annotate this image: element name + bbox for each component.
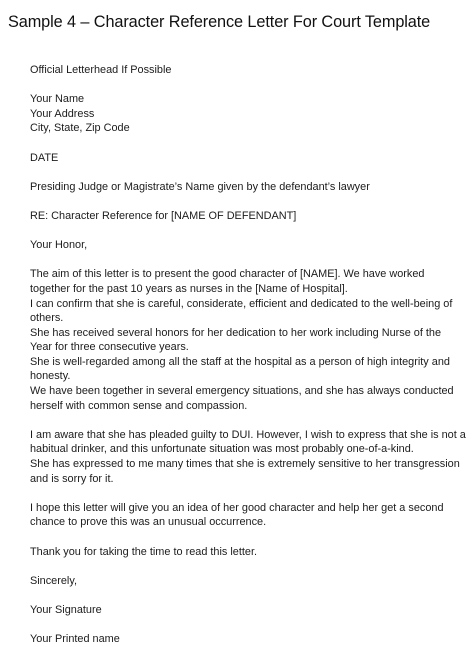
letter-body [30, 63, 466, 647]
paragraph-line: I am aware that she has pleaded guilty to DUI. However, I wish to express that she is not a [30, 428, 466, 441]
paragraph-line: The aim of this letter is to present the good character of [NAME]. We have worked [30, 268, 425, 281]
paragraph-character [30, 267, 466, 413]
signature-line: Your Signature [30, 603, 102, 616]
printed-name-line: Your Printed name [30, 633, 120, 646]
thanks-line: Thank you for taking the time to read this letter. [30, 545, 258, 558]
closing-line: Sincerely, [30, 574, 78, 587]
paragraph-line: habitual drinker, and this unfortunate situation was most probably one-of-a-kind. [30, 443, 414, 456]
recipient-line: Presiding Judge or Magistrate’s Name given by the defendant’s lawyer [30, 180, 370, 193]
document-title: Sample 4 – Character Reference Letter For Court Template [8, 13, 431, 31]
subject-line: RE: Character Reference for [NAME OF DEFENDANT] [30, 209, 297, 222]
sender-name: Your Name [30, 93, 85, 106]
sender-city: City, State, Zip Code [30, 122, 130, 135]
paragraph-line: together for the past 10 years as nurses in the [Name of Hospital]. [30, 282, 348, 295]
paragraph-line: and is sorry for it. [30, 472, 114, 485]
paragraph-line: We have been together in several emergency situations, and she has always conducted [30, 385, 454, 398]
paragraph-line: others. [30, 312, 64, 325]
paragraph-line: She is well-regarded among all the staff at the hospital as a person of high integrity and [30, 355, 450, 368]
paragraph-line: She has received several honors for her dedication to her work including Nurse of the [30, 326, 442, 339]
sender-address: Your Address [30, 107, 95, 120]
paragraph-line: honesty. [30, 370, 71, 383]
paragraph-offense [30, 428, 466, 486]
paragraph-hope [30, 501, 466, 530]
paragraph-line: herself with common sense and compassion. [30, 399, 248, 412]
paragraph-line: Year for three consecutive years. [30, 341, 189, 354]
paragraph-line: She has expressed to me many times that she is extremely sensitive to her transgression [30, 458, 460, 471]
letter-date: DATE [30, 151, 59, 164]
salutation: Your Honor, [30, 239, 88, 252]
paragraph-line: chance to prove this was an unusual occurrence. [30, 516, 267, 529]
paragraph-line: I hope this letter will give you an idea of her good character and help her get a second [30, 501, 444, 514]
paragraph-line: I can confirm that she is careful, considerate, efficient and dedicated to the well-being of [30, 297, 453, 310]
letterhead-line: Official Letterhead If Possible [30, 64, 172, 76]
